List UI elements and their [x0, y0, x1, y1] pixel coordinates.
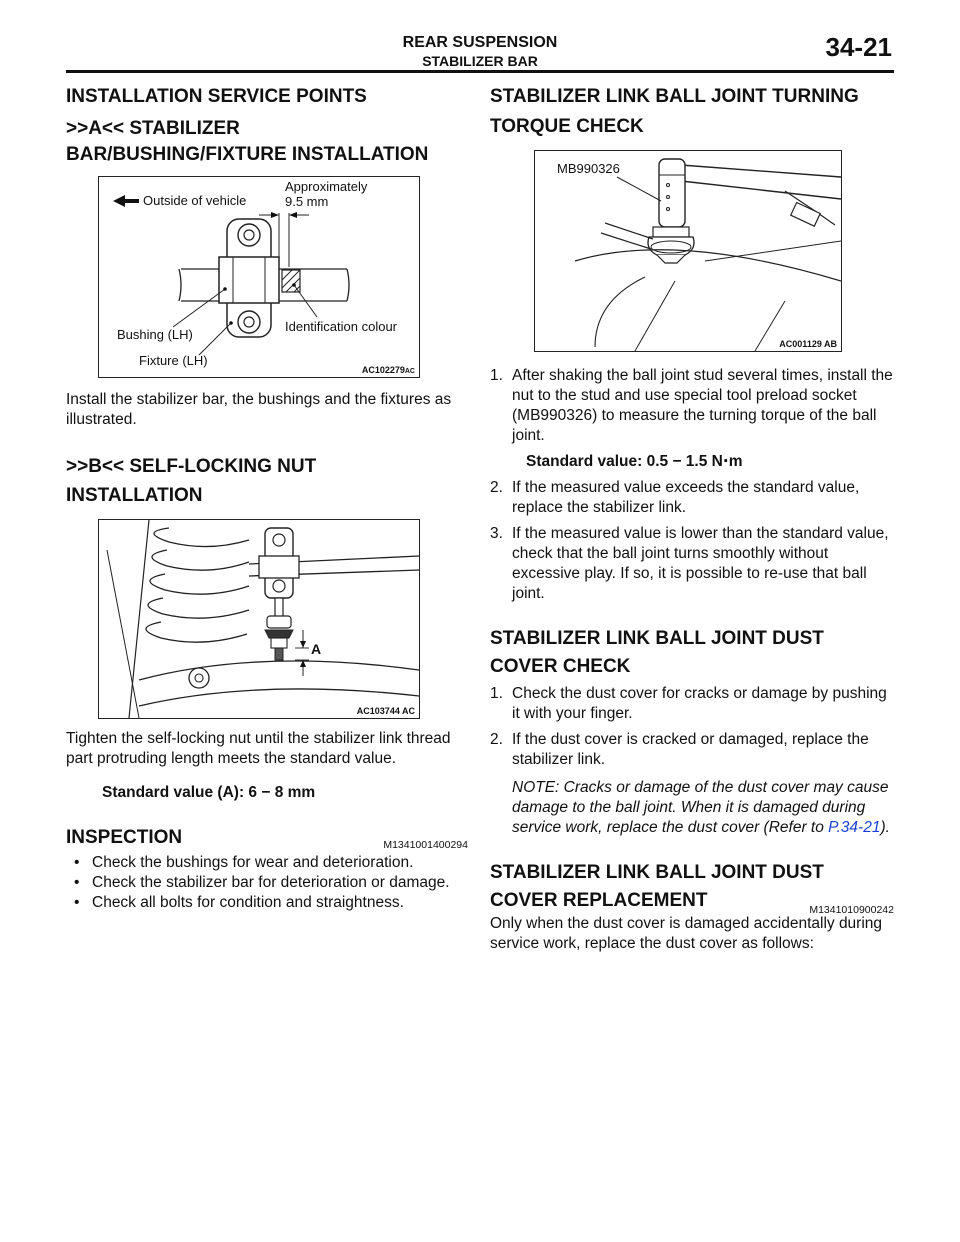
label-tool-mb990326: MB990326 — [557, 161, 620, 176]
stabilizer-install-heading-line2: BAR/BUSHING/FIXTURE INSTALLATION — [66, 144, 429, 165]
figure-code: AC102279AC — [361, 365, 415, 375]
dust-cover-note: NOTE: Cracks or damage of the dust cover may cause damage to the ball joint. When it is damaged during service work, replace the dust cover (Refer to P.34-21). — [512, 779, 890, 836]
turning-torque-heading-line1: STABILIZER LINK BALL JOINT TURNING — [490, 86, 859, 107]
label-bushing-lh: Bushing (LH) — [117, 327, 193, 342]
list-item: 2. If the measured value exceeds the standard value, replace the stabilizer link. — [490, 479, 860, 516]
right-column — [490, 84, 894, 954]
label-identification-colour: Identification colour — [285, 319, 398, 334]
inspection-code: M1341001400294 — [383, 839, 468, 851]
figure-preload-socket — [534, 150, 842, 352]
list-item: 1. Check the dust cover for cracks or damage by pushing it with your finger. — [490, 685, 887, 722]
label-approx-value: 9.5 mm — [285, 194, 329, 209]
dust-cover-check-heading-line2: COVER CHECK — [490, 656, 631, 677]
self-locking-nut-heading-line2: INSTALLATION — [66, 485, 203, 506]
replacement-code: M1341010900242 — [809, 904, 894, 916]
reference-link[interactable]: P.34-21 — [828, 819, 881, 836]
list-item: • Check all bolts for condition and straightness. — [74, 894, 404, 911]
install-instruction: Install the stabilizer bar, the bushings and the fixtures as illustrated. — [66, 391, 452, 428]
inspection-heading: INSPECTION — [66, 827, 183, 848]
header-rule — [66, 70, 894, 73]
figure-code: AC103744 AC — [356, 706, 415, 716]
dust-cover-check-steps — [490, 684, 894, 770]
list-item: 2. If the dust cover is cracked or damaged, replace the stabilizer link. — [490, 731, 869, 768]
left-column — [66, 84, 468, 913]
preload-socket-drawing — [535, 151, 841, 351]
installation-service-points-heading: INSTALLATION SERVICE POINTS — [66, 86, 367, 107]
stabilizer-install-heading-line1: >>A<< STABILIZER — [66, 118, 240, 139]
page-number: 34-21 — [825, 32, 892, 62]
dust-cover-replacement-heading-line2: COVER REPLACEMENT — [490, 890, 708, 911]
section-subtitle: STABILIZER BAR — [422, 53, 538, 69]
label-dimension-a: A — [311, 641, 322, 657]
label-approximately: Approximately — [285, 179, 368, 194]
dust-cover-check-heading-line1: STABILIZER LINK BALL JOINT DUST — [490, 628, 824, 649]
arrow-left-icon — [113, 195, 139, 207]
label-fixture-lh: Fixture (LH) — [139, 353, 208, 368]
list-item: • Check the bushings for wear and deterioration. — [74, 854, 414, 871]
replacement-intro: Only when the dust cover is damaged accidentally during service work, replace the dust cover as follows: — [490, 915, 883, 952]
chapter-title: REAR SUSPENSION — [402, 34, 558, 51]
nut-instruction: Tighten the self-locking nut until the stabilizer link thread part protruding length meets the standard value. — [66, 730, 451, 767]
turning-torque-steps-cont — [490, 478, 894, 604]
nut-standard-value: Standard value (A): 6 − 8 mm — [102, 784, 316, 801]
torque-standard-value: Standard value: 0.5 − 1.5 N⋅m — [526, 453, 743, 470]
list-item: 1. After shaking the ball joint stud several times, install the nut to the stud and use special tool preload socket (MB990326) to measure the turning torque of the ball joint. — [490, 367, 893, 444]
figure-self-locking-nut — [98, 519, 420, 719]
dust-cover-replacement-heading-line1: STABILIZER LINK BALL JOINT DUST — [490, 862, 824, 883]
turning-torque-steps — [490, 366, 894, 446]
label-outside-of-vehicle: Outside of vehicle — [143, 193, 247, 208]
figure-code: AC001129 AB — [779, 339, 837, 349]
list-item: 3. If the measured value is lower than the standard value, check that the ball joint turns smoothly without excessive play. If so, it is possible to re-use that ball joint. — [490, 525, 889, 602]
dust-cover-replacement-heading-row — [490, 888, 894, 914]
turning-torque-heading-line2: TORQUE CHECK — [490, 116, 644, 137]
list-item: • Check the stabilizer bar for deterioration or damage. — [74, 874, 450, 891]
self-locking-nut-heading-line1: >>B<< SELF-LOCKING NUT — [66, 456, 317, 477]
figure-stabilizer-bushing — [98, 176, 420, 378]
self-locking-nut-drawing — [99, 520, 419, 718]
inspection-heading-row — [66, 825, 468, 851]
inspection-list — [66, 853, 468, 913]
